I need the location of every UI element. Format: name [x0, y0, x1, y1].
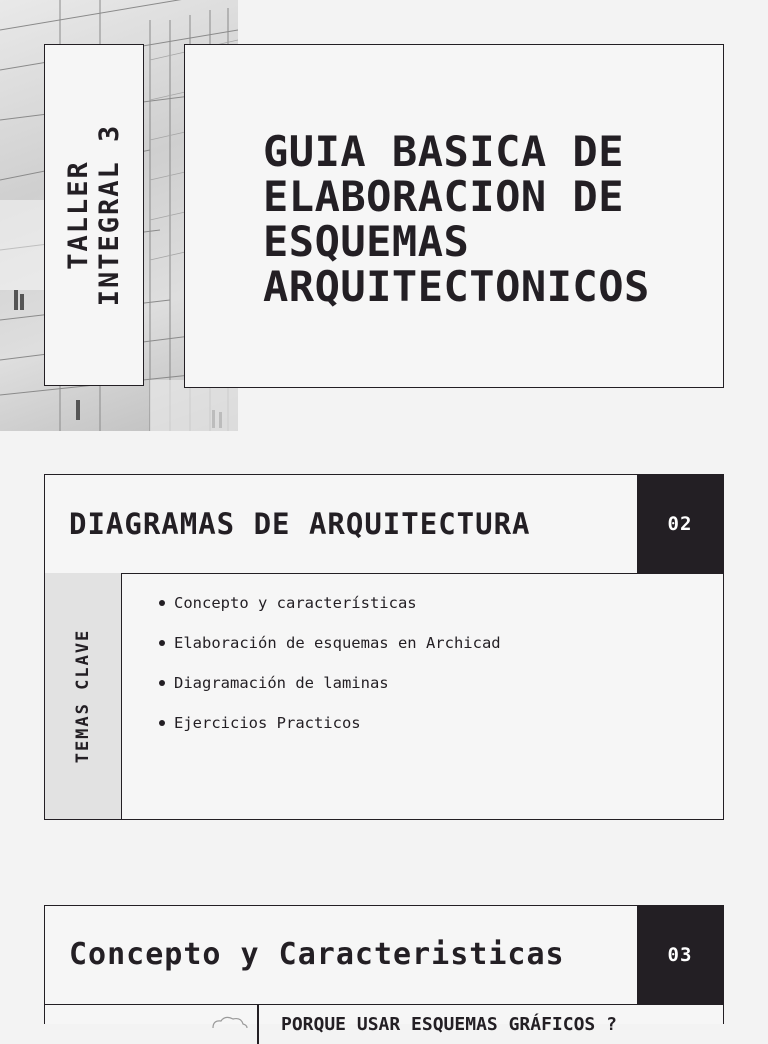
title-line: ARQUITECTONICOS	[263, 262, 650, 311]
side-title	[63, 124, 125, 307]
list-item: Diagramación de laminas	[157, 673, 501, 713]
slide-number: 03	[637, 906, 723, 1004]
topics-list	[157, 593, 501, 753]
title-line: ESQUEMAS	[263, 217, 470, 266]
side-panel	[45, 573, 122, 819]
title-line: GUIA BASICA DE	[263, 127, 625, 176]
side-title-box	[44, 44, 144, 386]
list-item: Ejercicios Practicos	[157, 713, 501, 753]
concept-subheading: PORQUE USAR ESQUEMAS GRÁFICOS ?	[281, 1014, 617, 1035]
divider	[257, 1004, 259, 1044]
side-title-line2: INTEGRAL 3	[94, 123, 125, 307]
topics-heading: DIAGRAMAS DE ARQUITECTURA	[69, 507, 531, 541]
slide-number: 02	[637, 475, 723, 573]
concept-card	[44, 905, 724, 1035]
side-title-line1: TALLER	[62, 160, 94, 270]
title-line: ELABORACION DE	[263, 172, 625, 221]
document-title	[263, 129, 650, 309]
topics-card	[44, 474, 724, 820]
cloud-icon	[209, 1016, 249, 1028]
topics-card-header	[45, 475, 723, 574]
concept-heading: Concepto y Caracteristicas	[69, 937, 565, 972]
concept-card-header	[45, 906, 723, 1005]
list-item: Concepto y características	[157, 593, 501, 633]
title-box	[184, 44, 724, 388]
list-item: Elaboración de esquemas en Archicad	[157, 633, 501, 673]
side-label: TEMAS CLAVE	[73, 628, 93, 764]
